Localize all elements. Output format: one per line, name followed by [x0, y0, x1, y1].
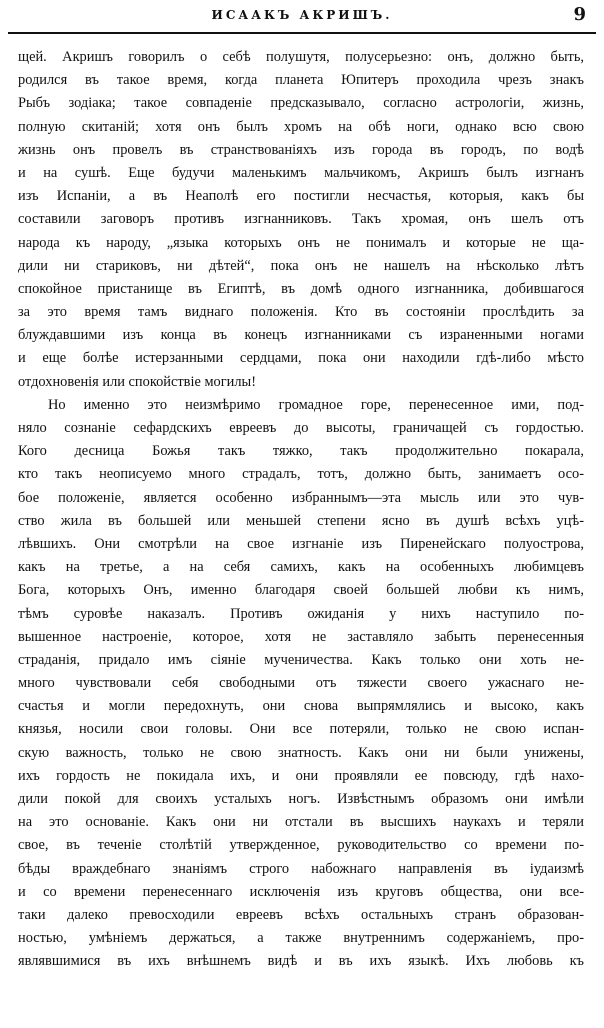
text-line: таки далеко превосходили евреевъ всѣхъ остальныхъ странъ образован- — [18, 906, 584, 923]
text-line: бое положенiе, является особенно избраннымъ—эта мысль или это чув- — [18, 489, 584, 506]
text-line: изъ Испанiи, а въ Неаполѣ его постигли несчастья, которыя, какъ бы — [18, 188, 584, 205]
text-line: кто такъ неописуемо много страдалъ, тотъ, должно быть, занимаетъ осо- — [18, 466, 584, 483]
text-line: отдохновенiя или спокойствiе могилы! — [18, 373, 256, 390]
running-title: ИСААКЪ АКРИШЪ. — [211, 8, 393, 22]
text-line: Бога, которыхъ Онъ, именно благодаря своей большей любви къ нимъ, — [18, 582, 584, 599]
header-rule — [8, 32, 596, 34]
page-header — [0, 0, 604, 34]
text-line: спокойное пристанище въ Египтѣ, въ домѣ одного изгнанника, добившагося — [18, 280, 584, 297]
paragraph — [18, 394, 584, 974]
text-line: и на сушѣ. Еще будучи маленькимъ мальчикомъ, Акришъ былъ изгнанъ — [18, 164, 584, 181]
page-number: 9 — [573, 4, 586, 25]
text-line: счастья и могли передохнуть, они снова выпрямлялись и высоко, какъ — [18, 698, 584, 715]
text-line: много чувствовали себя свободными отъ тяжести своего ужаснаго не- — [18, 675, 584, 692]
text-line: на это основанiе. Какъ они ни отстали въ высшихъ наукахъ и теряли — [18, 814, 584, 831]
text-line: Кого десница Божья такъ тяжко, такъ продолжительно покарала, — [18, 443, 584, 460]
text-line: полную скитанiй; хотя онъ былъ хромъ на обѣ ноги, однако всю свою — [18, 118, 584, 135]
text-line: составили заговоръ противъ изгнанниковъ. Такъ хромая, онъ шелъ отъ — [18, 211, 584, 228]
text-line: ностью, умѣнiемъ держаться, а также внутреннимъ содержанiемъ, про- — [18, 930, 584, 947]
text-line: страданiя, придало имъ сiянiе мученичества. Какъ только они хоть не- — [18, 651, 584, 668]
text-line: народа къ народу, „языка которыхъ онъ не понималъ и которые не ща- — [18, 234, 584, 251]
text-line: являвшимися въ ихъ внѣшнемъ видѣ и въ ихъ языкѣ. Ихъ любовь къ — [18, 953, 584, 970]
text-line: щей. Акришъ говорилъ о себѣ полушутя, полусерьезно: онъ, должно быть, — [18, 49, 584, 65]
text-line: дили ни стариковъ, ни дѣтей“, пока онъ не нашелъ на нѣсколько лѣтъ — [18, 257, 584, 274]
text-line: за это время тамъ виднаго положенiя. Кто въ состоянiи прослѣдить за — [18, 304, 584, 321]
text-line: бѣды враждебнаго знанiямъ строго набожнаго направленiя въ iудаизмѣ — [18, 860, 584, 877]
text-line: князья, носили свои головы. Они все потеряли, только не свою испан- — [18, 721, 584, 738]
text-line: тѣмъ суровѣе наказалъ. Противъ ожиданiя у нихъ наступило по- — [18, 605, 584, 622]
text-line: жизнь онъ провелъ въ странствованiяхъ изъ города въ городъ, по водѣ — [18, 141, 584, 158]
text-line: и еще болѣе истерзанными сердцами, пока они находили гдѣ-либо мѣсто — [18, 350, 584, 367]
text-line: какъ на третье, а на себя самихъ, какъ на особенныхъ любимцевъ — [18, 559, 584, 576]
text-line: свое, въ теченiе столѣтiй утвержденное, руководительство со времени по- — [18, 837, 584, 854]
paragraph — [18, 46, 584, 394]
text-line: няло сознанiе сефардскихъ евреевъ до высоты, граничащей съ гордостью. — [18, 420, 584, 436]
text-line: дили покой для своихъ усталыхъ ногъ. Извѣстнымъ образомъ они имѣли — [18, 791, 584, 807]
text-line: Но именно это неизмѣримо громадное горе, перенесенное ими, под- — [48, 396, 584, 413]
text-line: скую важность, только не свою знатность. Какъ они ни были унижены, — [18, 744, 584, 761]
text-line: и со времени перенесеннаго исключенiя изъ круговъ общества, они все- — [18, 883, 584, 900]
text-line: ихъ гордость не покидала ихъ, и они проявляли ее повсюду, гдѣ нахо- — [18, 767, 584, 784]
body-text — [18, 46, 584, 974]
text-line: Рыбъ зодiака; такое совпаденiе предсказывало, согласно астрологiи, жизнь, — [18, 95, 584, 112]
text-line: вышенное настроенiе, которое, хотя не заставляло забыть перенесенныя — [18, 628, 584, 645]
text-line: лѣвшихъ. Они смотрѣли на свое изгнанiе изъ Пиренейскаго полуострова, — [18, 535, 584, 552]
text-line: блуждавшими изъ конца въ конецъ изгнанниками съ израненными ногами — [18, 327, 584, 344]
text-line: ство жила въ большей или меньшей степени ясно въ душѣ всѣхъ уцѣ- — [18, 512, 584, 529]
text-line: родился въ такое время, когда планета Юпитеръ проходила чрезъ знакъ — [18, 72, 584, 89]
